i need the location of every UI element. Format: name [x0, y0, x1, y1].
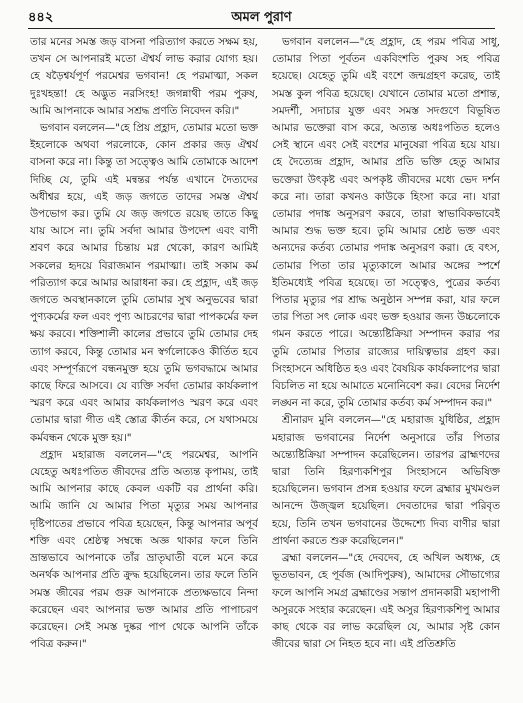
header-rule	[28, 28, 495, 29]
right-column	[272, 34, 500, 696]
paragraph: প্রহ্লাদ মহারাজ বললেন—"হে পরমেশ্বর, আপনি যেহেতু অধঃপতিত জীবদের প্রতি অত্যন্ত কৃপাময়, তাই আমি আপনার কাছে কেবল একটি বর প্রার্থনা করি। আমি জানি যে আমার পিতা মৃত্যুর সময় আপনার দৃষ্টিপাতের প্রভাবে পবিত্র হয়েছেন, কিন্তু আপনার অপূর্ব শক্তি এবং শ্রেষ্ঠত্ব সম্বন্ধে অজ্ঞ থাকার ফলে তিনি ভ্রান্তভাবে আপনাকে তাঁর ভ্রাতৃঘাতী বলে মনে করে অনর্থক আপনার প্রতি ক্রুদ্ধ হয়েছিলেন। তার ফলে তিনি সমস্ত জীবের পরম গুরু আপনাকে প্রত্যক্ষভাবে নিন্দা করেছেন এবং আপনার ভক্ত আমার প্রতি পাপাচরণ করেছেন। সেই সমস্ত দুষ্কর পাপ থেকে আপনি তাঁকে পবিত্র করুন।"	[30, 448, 258, 651]
paragraph: ব্রহ্মা বললেন—"হে দেবদেব, হে অখিল অধ্যক্ষ, হে ভূতভাবন, হে পূর্বজ (আদিপুরুষ), আমাদের সৌভাগ্যের ফলে আপনি সমগ্র ব্রহ্মাণ্ডের সন্তাপ প্রদানকারী মহাপাপী অসুরকে সংহার করেছেন। এই অসুর হিরণ্যকশিপু আমার কাছ থেকে বর লাভ করেছিল যে, আমার সৃষ্ট কোন জীবের দ্বারা সে নিহত হবে না। এই প্রতিশ্রুতি	[272, 552, 500, 651]
paragraph: ভগবান বললেন—"হে প্রহ্লাদ, হে পরম পবিত্র সাধু, তোমার পিতা পূর্বতন একবিংশতি পুরুষ সহ পবিত্র হয়েছে। যেহেতু তুমি এই বংশে জন্মগ্রহণ করেছ, তাই সমস্ত কুল পবিত্র হয়েছে। যেখানে তোমার মতো প্রশান্ত, সমদর্শী, সদাচার যুক্ত এবং সমস্ত সদগুণে বিভূষিত আমার ভক্তেরা বাস করে, অত্যন্ত অধঃপতিত হলেও সেই স্থানে এবং সেই বংশের মানুষেরা পবিত্র হয়ে যায়। হে দৈত্যেন্দ্র প্রহ্লাদ, আমার প্রতি ভক্তি হেতু আমার ভক্তেরা উৎকৃষ্ট এবং অপকৃষ্ট জীবদের মধ্যে ভেদ দর্শন করে না। তারা কখনও কাউকে হিংসা করে না। যারা তোমার পদাঙ্ক অনুসরণ করবে, তারা স্বাভাবিকভাবেই আমার শুদ্ধ ভক্ত হবে। তুমি আমার শ্রেষ্ঠ ভক্ত এবং অন্যদের কর্তব্য তোমার পদাঙ্ক অনুসরণ করা। হে বৎস, তোমার পিতা তার মৃত্যুকালে আমার অঙ্গের স্পর্শে ইতিমধ্যেই পবিত্র হয়েছে। তা সত্ত্বেও, পুত্রের কর্তব্য পিতার মৃত্যুর পর শ্রাদ্ধ অনুষ্ঠান সম্পন্ন করা, যার ফলে তার পিতা সৎ লোক এবং ভক্ত হওয়ার জন্য উচ্চলোকে গমন করতে পারে। অন্ত্যেষ্টিক্রিয়া সম্পাদন করার পর তুমি তোমার পিতার রাজ্যের দায়িত্বভার গ্রহণ কর। সিংহাসনে অধিষ্ঠিত হও এবং বৈষয়িক কার্যকলাপের দ্বারা বিচলিত না হয়ে আমাতে মনোনিবেশ কর। বেদের নির্দেশ লঙ্ঘন না করে, তুমি তোমার কর্তব্য কর্ম সম্পাদন কর।"	[272, 36, 500, 410]
paragraph: শ্রীনারদ মুনি বললেন—"হে মহারাজ যুধিষ্ঠির, প্রহ্লাদ মহারাজ ভগবানের নির্দেশ অনুসারে তাঁর পিতার অন্ত্যেষ্টিক্রিয়া সম্পাদন করেছিলেন। তারপর ব্রাহ্মণদের দ্বারা তিনি হিরণ্যকশিপুর সিংহাসনে অভিষিক্ত হয়েছিলেন। ভগবান প্রসন্ন হওয়ার ফলে ব্রহ্মার মুখমণ্ডল আনন্দে উজ্জ্বল হয়েছিল। দেবতাদের দ্বারা পরিবৃত হয়ে, তিনি তখন ভগবানের উদ্দেশ্যে দিব্য বাণীর দ্বারা প্রার্থনা করতে শুরু করেছিলেন।"	[272, 414, 500, 547]
text-columns	[30, 34, 500, 696]
running-title: অমল পুরাণ	[231, 10, 292, 25]
paragraph: ভগবান বললেন—"হে প্রিয় প্রহ্লাদ, তোমার মতো ভক্ত ইহলোকে অথবা পরলোকে, কোন প্রকার জড় ঐশ্বর্য বাসনা করে না। কিন্তু তা সত্ত্বেও আমি তোমাকে আদেশ দিচ্ছি যে, তুমি এই মন্বন্তর পর্যন্ত এখানে দৈত্যদের অধীশ্বর হয়ে, এই জড় জগতে তাদের সমস্ত ঐশ্বর্য উপভোগ কর। তুমি যে জড় জগতে রয়েছ তাতে কিছু যায় আসে না। তুমি সর্বদা আমার উপদেশ এবং বাণী শ্রবণ করে আমার চিন্তায় মগ্ন থেকো, কারণ আমিই সকলের হৃদয়ে বিরাজমান পরমাত্মা। তাই সকাম কর্ম পরিত্যাগ করে আমার আরাধনা কর। হে প্রহ্লাদ, এই জড় জগতে অবস্থানকালে তুমি তোমার সুখ অনুভবের দ্বারা পুণ্যকর্মের ফল এবং পুণ্য আচরণের দ্বারা পাপকর্মের ফল ক্ষয় করবে। শক্তিশালী কালের প্রভাবে তুমি তোমার দেহ ত্যাগ করবে, কিন্তু তোমার মন স্বর্গলোকেও কীর্তিত হবে এবং সম্পূর্ণরূপে বন্ধনমুক্ত হয়ে তুমি ভগবদ্ধামে আমার কাছে ফিরে আসবে। যে ব্যক্তি সর্বদা তোমার কার্যকলাপ স্মরণ করে এবং আমার কার্যকলাপও স্মরণ করে এবং তোমার দ্বারা গীত এই স্তোত্র কীর্তন করে, সে যথাসময়ে কর্মবন্ধন থেকে মুক্ত হয়।"	[30, 122, 258, 444]
page-header	[28, 8, 495, 30]
paragraph: তার মনের সমস্ত জড় বাসনা পরিত্যাগ করতে সক্ষম হয়, তখন সে আপনারই মতো ঐশ্বর্য লাভ করার যোগ্য হয়। হে ষড়ৈশ্বর্যপূর্ণ পরমেশ্বর ভগবান! হে পরমাত্মা, সকল দুঃখহন্তা! হে অদ্ভুত নরসিংহ! জগন্নাথী পরম পুরুষ, আমি আপনাকে আমার সশ্রদ্ধ প্রণতি নিবেদন করি।"	[30, 36, 258, 117]
left-column	[30, 34, 258, 696]
page-number: ৪৪২	[28, 10, 54, 25]
